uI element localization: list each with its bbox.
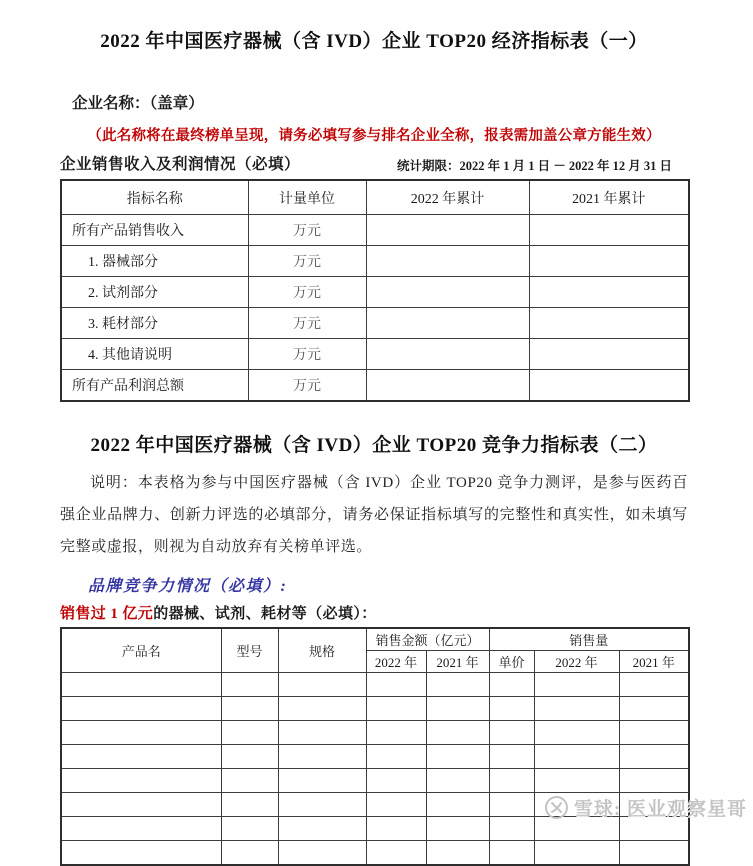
value-2021-cell (529, 339, 689, 370)
table-header-row (61, 180, 689, 215)
empty-cell (61, 769, 221, 793)
indicator-name-cell: 4. 其他请说明 (61, 339, 248, 370)
header-spec: 规格 (278, 628, 366, 673)
empty-cell (366, 793, 426, 817)
value-2021-cell (529, 308, 689, 339)
header-unit: 计量单位 (248, 180, 366, 215)
product-sales-table (60, 627, 690, 866)
value-2022-cell (366, 308, 529, 339)
watermark-text: 雪球: 医业观察星哥 (573, 799, 747, 820)
empty-cell (426, 673, 489, 697)
page-title-competitiveness: 2022 年中国医疗器械（含 IVD）企业 TOP20 竞争力指标表（二） (90, 435, 658, 456)
empty-cell (61, 817, 221, 841)
table-row (61, 246, 689, 277)
indicator-name-cell: 所有产品销售收入 (61, 215, 248, 246)
empty-cell (489, 673, 534, 697)
value-2022-cell (366, 215, 529, 246)
sales-threshold-note (60, 602, 688, 623)
empty-cell (366, 697, 426, 721)
header-sales-volume-group: 销售量 (489, 628, 689, 651)
value-2021-cell (529, 370, 689, 402)
sales-threshold-red-text: 销售过 1 亿元 (60, 606, 154, 622)
empty-cell (61, 841, 221, 866)
empty-cell (426, 793, 489, 817)
value-2022-cell (366, 277, 529, 308)
indicator-name-cell: 2. 试剂部分 (61, 277, 248, 308)
empty-cell (426, 745, 489, 769)
empty-cell (221, 697, 278, 721)
header-unit-price: 单价 (489, 651, 534, 673)
indicator-name-cell: 1. 器械部分 (61, 246, 248, 277)
empty-cell (489, 721, 534, 745)
indicator-name-cell: 3. 耗材部分 (61, 308, 248, 339)
empty-cell (366, 817, 426, 841)
value-2021-cell (529, 246, 689, 277)
header-model: 型号 (221, 628, 278, 673)
value-2021-cell (529, 215, 689, 246)
empty-cell (489, 697, 534, 721)
empty-cell (366, 841, 426, 866)
empty-cell (278, 793, 366, 817)
header-amount-2021: 2021 年 (426, 651, 489, 673)
empty-cell (61, 745, 221, 769)
empty-cell (278, 769, 366, 793)
empty-cell (221, 793, 278, 817)
empty-cell (221, 769, 278, 793)
empty-cell (489, 745, 534, 769)
instructions-paragraph: 说明：本表格为参与中国医疗器械（含 IVD）企业 TOP20 竞争力测评，是参与医药百强企业品牌力、创新力评选的必填部分，请务必保证指标填写的完整性和真实性，如未填写完整或虚报，则视为自动放弃有关榜单评选。 (60, 475, 688, 555)
table-row (61, 277, 689, 308)
empty-cell (278, 721, 366, 745)
empty-row (61, 841, 689, 866)
empty-cell (534, 745, 619, 769)
header-volume-2021: 2021 年 (619, 651, 689, 673)
empty-cell (619, 721, 689, 745)
unit-cell: 万元 (248, 370, 366, 402)
watermark (544, 794, 747, 821)
empty-row (61, 697, 689, 721)
empty-cell (619, 841, 689, 866)
header-volume-2022: 2022 年 (534, 651, 619, 673)
empty-cell (534, 697, 619, 721)
empty-cell (221, 841, 278, 866)
table-row (61, 308, 689, 339)
empty-cell (489, 769, 534, 793)
empty-cell (489, 841, 534, 866)
empty-cell (366, 673, 426, 697)
table1-caption: 企业销售收入及利润情况（必填） (60, 156, 301, 173)
empty-cell (366, 721, 426, 745)
empty-cell (619, 673, 689, 697)
empty-cell (426, 697, 489, 721)
empty-row (61, 721, 689, 745)
empty-cell (61, 721, 221, 745)
empty-cell (534, 769, 619, 793)
sales-threshold-black-text: 的器械、试剂、耗材等（必填）： (153, 606, 377, 622)
empty-cell (489, 793, 534, 817)
empty-cell (426, 721, 489, 745)
empty-cell (278, 841, 366, 866)
table-row (61, 215, 689, 246)
empty-cell (534, 721, 619, 745)
stat-period: 统计期限：2022 年 1 月 1 日 － 2022 年 12 月 31 日 (396, 159, 672, 173)
xueqiu-logo-icon (544, 795, 569, 820)
empty-cell (426, 817, 489, 841)
unit-cell: 万元 (248, 308, 366, 339)
empty-cell (61, 673, 221, 697)
table-row (61, 339, 689, 370)
table2-header-row-1 (61, 628, 689, 651)
company-name-label: 企业名称：（盖章） (72, 95, 204, 112)
empty-cell (534, 673, 619, 697)
empty-cell (221, 745, 278, 769)
value-2022-cell (366, 370, 529, 402)
empty-cell (426, 769, 489, 793)
empty-cell (619, 769, 689, 793)
company-name-red-note: （此名称将在最终榜单呈现，请务必填写参与排名企业全称，报表需加盖公章方能生效） (87, 128, 661, 144)
unit-cell: 万元 (248, 339, 366, 370)
unit-cell: 万元 (248, 215, 366, 246)
empty-cell (278, 745, 366, 769)
empty-cell (278, 697, 366, 721)
empty-cell (489, 817, 534, 841)
unit-cell: 万元 (248, 277, 366, 308)
header-2022-total: 2022 年累计 (366, 180, 529, 215)
empty-cell (278, 817, 366, 841)
page-title-economic-indicators: 2022 年中国医疗器械（含 IVD）企业 TOP20 经济指标表（一） (100, 31, 648, 52)
empty-cell (221, 721, 278, 745)
document-page (60, 0, 688, 866)
empty-cell (366, 745, 426, 769)
empty-cell (221, 817, 278, 841)
empty-cell (534, 841, 619, 866)
empty-cell (61, 697, 221, 721)
brand-competitiveness-heading: 品牌竞争力情况（必填）: (88, 578, 288, 595)
empty-row (61, 673, 689, 697)
empty-cell (619, 697, 689, 721)
revenue-profit-table (60, 179, 690, 402)
table1-caption-row (60, 152, 688, 174)
empty-cell (426, 841, 489, 866)
empty-cell (61, 793, 221, 817)
header-sales-amount-group: 销售金额（亿元） (366, 628, 489, 651)
table-row (61, 370, 689, 402)
value-2021-cell (529, 277, 689, 308)
header-2021-total: 2021 年累计 (529, 180, 689, 215)
header-amount-2022: 2022 年 (366, 651, 426, 673)
unit-cell: 万元 (248, 246, 366, 277)
product-sales-table-body (61, 673, 689, 866)
value-2022-cell (366, 339, 529, 370)
empty-cell (366, 769, 426, 793)
header-indicator-name: 指标名称 (61, 180, 248, 215)
empty-row (61, 769, 689, 793)
header-product-name: 产品名 (61, 628, 221, 673)
empty-cell (278, 673, 366, 697)
empty-cell (619, 745, 689, 769)
empty-row (61, 745, 689, 769)
empty-cell (221, 673, 278, 697)
indicator-name-cell: 所有产品利润总额 (61, 370, 248, 402)
value-2022-cell (366, 246, 529, 277)
